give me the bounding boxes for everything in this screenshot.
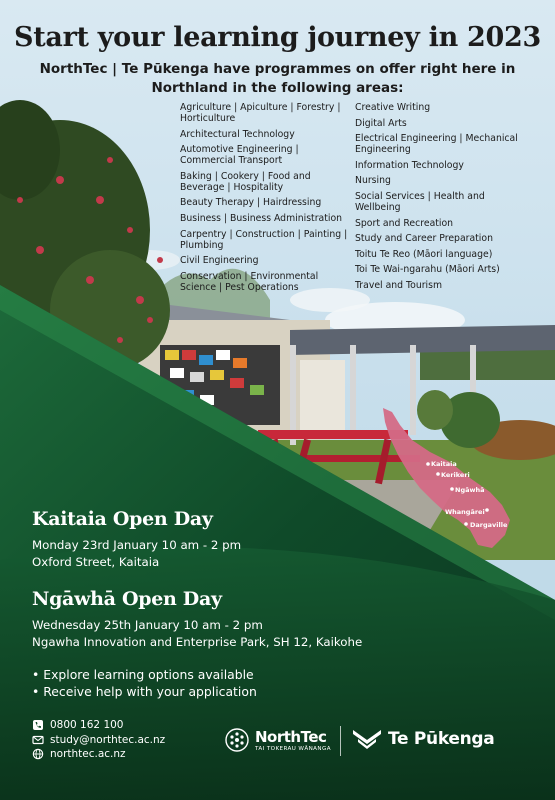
contact-web-row: [32, 747, 165, 762]
map-label-kaitaia: Kaitaia: [431, 460, 457, 468]
map-label-whangarei: Whangārei: [445, 508, 485, 516]
northtec-emblem-icon: [225, 728, 249, 752]
programme-area: Baking | Cookery | Food and Beverage | Hospitality: [180, 170, 311, 193]
benefits-list: [32, 666, 257, 700]
phone-icon: [32, 719, 44, 731]
event-title: Ngāwhā Open Day: [32, 588, 222, 610]
event-date: Wednesday 25th January 10 am - 2 pm: [32, 618, 263, 632]
contact-email-row: [32, 733, 165, 748]
contact-details: [32, 718, 165, 762]
northtec-name: NorthTec: [255, 727, 327, 746]
programme-area: Study and Career Preparation: [355, 233, 493, 245]
email-icon: [32, 734, 44, 746]
contact-website[interactable]: northtec.ac.nz: [50, 748, 126, 760]
intro-text: NorthTec | Te Pūkenga have programmes on offer right here in Northland in the following areas:: [39, 61, 516, 96]
contact-phone-row: [32, 718, 165, 733]
programme-area: Nursing: [355, 175, 391, 187]
event-title: Kaitaia Open Day: [32, 508, 213, 530]
benefit-item: • Receive help with your application: [32, 684, 257, 699]
programme-area: Digital Arts: [355, 117, 407, 129]
programme-area: Agriculture | Apiculture | Forestry | Horticulture: [180, 102, 341, 124]
programme-areas-right: [355, 102, 525, 296]
programme-area: Information Technology: [355, 159, 464, 171]
event-location: Oxford Street, Kaitaia: [32, 555, 160, 569]
northtec-logo: [225, 728, 331, 752]
programme-area: Conservation | Environmental Science | Pest Operations: [180, 270, 319, 293]
programme-area: Civil Engineering: [180, 255, 259, 267]
event-date: Monday 23rd January 10 am - 2 pm: [32, 538, 242, 552]
programme-area: Sport and Recreation: [355, 217, 454, 229]
programme-area: Architectural Technology: [180, 128, 295, 140]
programme-area: Automotive Engineering | Commercial Transport: [180, 144, 299, 167]
page-title: Start your learning journey in 2023: [14, 22, 541, 53]
contact-email[interactable]: study@northtec.ac.nz: [50, 733, 166, 746]
programme-area: Beauty Therapy | Hairdressing: [180, 197, 322, 209]
programme-area: Electrical Engineering | Mechanical Engineering: [355, 133, 518, 156]
programme-area: Social Services | Health and Wellbeing: [355, 190, 485, 213]
te-pukenga-emblem-icon: [352, 728, 382, 750]
ngawha-open-day: [32, 588, 362, 651]
contact-phone[interactable]: 0800 162 100: [50, 719, 124, 731]
programme-area: Toitu Te Reo (Māori language): [355, 248, 493, 260]
event-location: Ngawha Innovation and Enterprise Park, SH 12, Kaikohe: [32, 635, 363, 649]
globe-icon: [32, 748, 44, 760]
benefit-item: • Explore learning options available: [32, 667, 254, 682]
programme-area: Toi Te Wai-ngarahu (Māori Arts): [355, 264, 500, 276]
logo-divider: [340, 726, 341, 756]
te-pukenga-logo: [352, 728, 494, 750]
te-pukenga-name: Te Pūkenga: [388, 729, 495, 749]
map-label-dargaville: Dargaville: [470, 521, 508, 529]
northtec-subtitle: TAI TOKERAU WĀNANGA: [255, 745, 331, 752]
programme-area: Business | Business Administration: [180, 212, 343, 224]
kaitaia-open-day: [32, 508, 241, 571]
programme-area: Carpentry | Construction | Painting | Plumbing: [180, 228, 348, 251]
programme-areas-left: [180, 102, 348, 297]
map-label-kerikeri: Kerikeri: [441, 471, 470, 479]
programme-area: Travel and Tourism: [355, 279, 443, 291]
programme-area: Creative Writing: [355, 102, 431, 113]
map-label-ngawha: Ngāwhā: [455, 486, 485, 494]
